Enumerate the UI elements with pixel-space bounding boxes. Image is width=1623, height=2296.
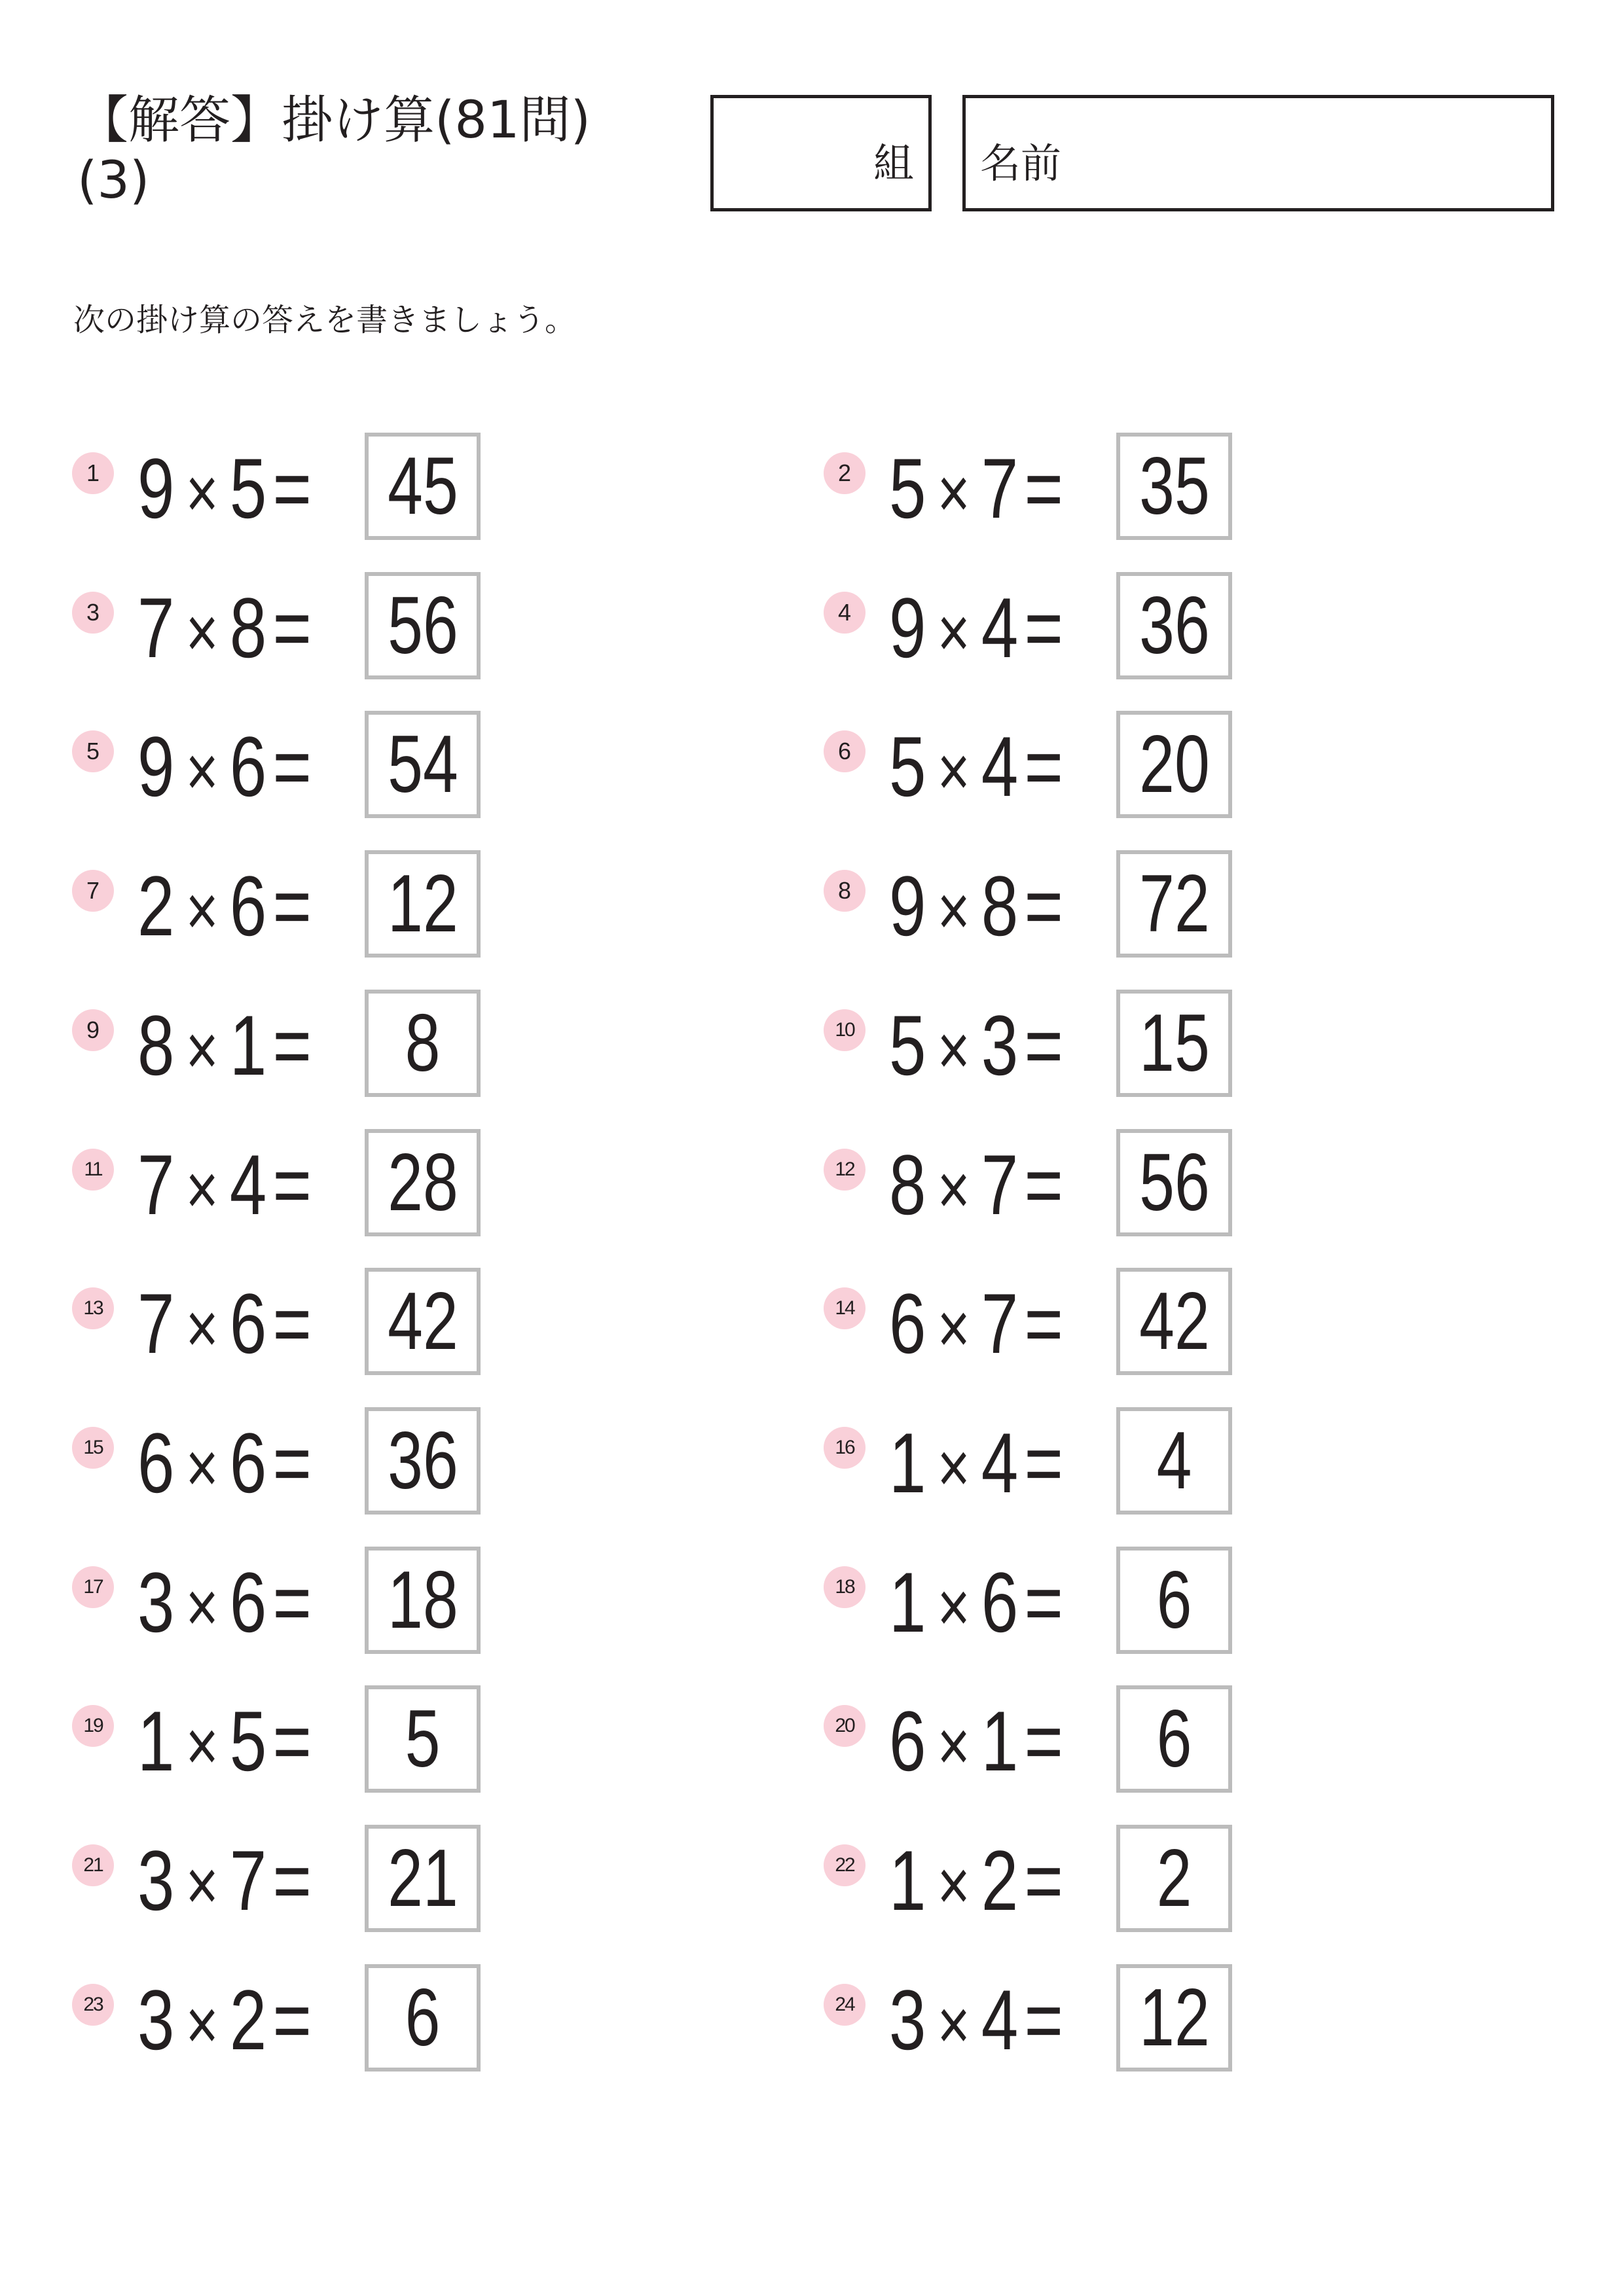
times-sign: × xyxy=(937,1288,970,1369)
times-sign: × xyxy=(185,1149,219,1230)
multiplicand: 9 xyxy=(137,719,175,814)
answer-box[interactable] xyxy=(365,850,481,958)
equals-sign: = xyxy=(1024,1972,1063,2068)
answer-box[interactable] xyxy=(1116,1129,1232,1236)
equals-sign: = xyxy=(1024,1415,1063,1511)
problem-item xyxy=(824,1547,1413,1654)
answer-value: 56 xyxy=(1139,1138,1210,1228)
problem-expression xyxy=(889,1693,1063,1789)
equals-sign: = xyxy=(1024,1693,1063,1789)
times-sign: × xyxy=(937,1427,970,1508)
answer-value: 42 xyxy=(1139,1276,1210,1367)
multiplier: 2 xyxy=(981,1833,1019,1928)
answer-value: 6 xyxy=(1156,1694,1192,1784)
answer-box[interactable] xyxy=(1116,1547,1232,1654)
equals-sign: = xyxy=(272,1415,312,1511)
equals-sign: = xyxy=(1024,1833,1063,1928)
times-sign: × xyxy=(185,1706,219,1786)
equals-sign: = xyxy=(1024,858,1063,954)
problem-item xyxy=(824,1964,1413,2072)
problem-expression xyxy=(137,1276,312,1371)
problem-expression xyxy=(137,1137,312,1232)
problem-item xyxy=(72,572,661,679)
answer-value: 72 xyxy=(1139,859,1210,949)
multiplier: 4 xyxy=(981,719,1019,814)
multiplier: 6 xyxy=(229,858,267,954)
equals-sign: = xyxy=(272,1276,312,1371)
problem-number-badge: 13 xyxy=(72,1287,114,1329)
multiplier: 1 xyxy=(229,997,267,1093)
times-sign: × xyxy=(937,731,970,812)
answer-value: 28 xyxy=(387,1138,458,1228)
problem-expression xyxy=(889,580,1063,675)
name-label: 名前 xyxy=(980,139,1062,187)
problem-expression xyxy=(137,719,312,814)
multiplier: 5 xyxy=(229,1693,267,1789)
multiplier: 6 xyxy=(981,1554,1019,1650)
answer-value: 42 xyxy=(387,1276,458,1367)
multiplicand: 1 xyxy=(889,1415,926,1511)
answer-box[interactable] xyxy=(1116,850,1232,958)
problem-expression xyxy=(137,1554,312,1650)
multiplicand: 3 xyxy=(137,1554,175,1650)
answer-value: 54 xyxy=(387,719,458,810)
problem-item xyxy=(824,1825,1413,1932)
problem-number-badge: 11 xyxy=(72,1149,114,1191)
problem-number-badge: 23 xyxy=(72,1984,114,2026)
multiplicand: 8 xyxy=(137,997,175,1093)
problem-expression xyxy=(889,1972,1063,2068)
problem-item xyxy=(824,1685,1413,1793)
problem-number-badge: 24 xyxy=(824,1984,866,2026)
class-field[interactable] xyxy=(710,95,932,211)
multiplicand: 7 xyxy=(137,580,175,675)
answer-box[interactable] xyxy=(365,711,481,818)
times-sign: × xyxy=(937,1706,970,1786)
problem-number-badge: 19 xyxy=(72,1705,114,1747)
answer-box[interactable] xyxy=(365,1407,481,1515)
problem-item xyxy=(824,711,1413,818)
times-sign: × xyxy=(185,453,219,533)
answer-box[interactable] xyxy=(1116,1964,1232,2072)
multiplicand: 8 xyxy=(889,1137,926,1232)
problem-number-badge: 3 xyxy=(72,592,114,634)
multiplier: 8 xyxy=(981,858,1019,954)
problem-number-badge: 15 xyxy=(72,1427,114,1469)
problem-expression xyxy=(889,719,1063,814)
problem-number-badge: 8 xyxy=(824,870,866,912)
problem-item xyxy=(824,1129,1413,1236)
problem-item xyxy=(72,1129,661,1236)
multiplier: 7 xyxy=(981,1137,1019,1232)
answer-box[interactable] xyxy=(1116,572,1232,679)
multiplier: 7 xyxy=(229,1833,267,1928)
answer-value: 8 xyxy=(405,998,441,1088)
times-sign: × xyxy=(937,592,970,673)
problem-item xyxy=(72,1547,661,1654)
problem-number-badge: 4 xyxy=(824,592,866,634)
answer-box[interactable] xyxy=(1116,1685,1232,1793)
problem-item xyxy=(72,1825,661,1932)
problem-expression xyxy=(889,1833,1063,1928)
answer-value: 6 xyxy=(405,1973,441,2063)
equals-sign: = xyxy=(272,1693,312,1789)
multiplicand: 9 xyxy=(889,858,926,954)
multiplier: 8 xyxy=(229,580,267,675)
problem-expression xyxy=(889,1415,1063,1511)
page-title xyxy=(77,90,627,211)
answer-value: 12 xyxy=(1139,1973,1210,2063)
multiplier: 3 xyxy=(981,997,1019,1093)
problem-number-badge: 17 xyxy=(72,1566,114,1608)
times-sign: × xyxy=(185,1288,219,1369)
multiplicand: 1 xyxy=(889,1554,926,1650)
problem-expression xyxy=(137,997,312,1093)
problem-item xyxy=(824,1268,1413,1375)
times-sign: × xyxy=(937,870,970,951)
answer-value: 36 xyxy=(1139,581,1210,671)
multiplier: 1 xyxy=(981,1693,1019,1789)
problem-expression xyxy=(889,858,1063,954)
problem-item xyxy=(72,850,661,958)
times-sign: × xyxy=(937,453,970,533)
problem-item xyxy=(72,433,661,540)
multiplier: 4 xyxy=(981,1972,1019,2068)
multiplicand: 7 xyxy=(137,1137,175,1232)
problem-item xyxy=(72,1964,661,2072)
answer-value: 36 xyxy=(387,1416,458,1506)
multiplier: 6 xyxy=(229,1554,267,1650)
multiplier: 6 xyxy=(229,719,267,814)
multiplicand: 1 xyxy=(889,1833,926,1928)
class-label: 組 xyxy=(873,139,914,187)
problem-number-badge: 14 xyxy=(824,1287,866,1329)
times-sign: × xyxy=(185,731,219,812)
multiplicand: 5 xyxy=(889,997,926,1093)
problem-expression xyxy=(137,440,312,536)
problem-number-badge: 16 xyxy=(824,1427,866,1469)
answer-box[interactable] xyxy=(365,572,481,679)
problem-item xyxy=(824,1407,1413,1515)
problem-expression xyxy=(137,1972,312,2068)
problem-number-badge: 22 xyxy=(824,1844,866,1886)
problem-number-badge: 20 xyxy=(824,1705,866,1747)
problem-number-badge: 12 xyxy=(824,1149,866,1191)
equals-sign: = xyxy=(272,440,312,536)
multiplicand: 9 xyxy=(137,440,175,536)
problem-item xyxy=(824,850,1413,958)
times-sign: × xyxy=(185,1010,219,1090)
answer-box[interactable] xyxy=(365,1268,481,1375)
answer-box[interactable] xyxy=(1116,1825,1232,1932)
multiplicand: 3 xyxy=(137,1833,175,1928)
times-sign: × xyxy=(185,1984,219,2065)
multiplicand: 5 xyxy=(889,719,926,814)
problem-expression xyxy=(889,997,1063,1093)
multiplier: 6 xyxy=(229,1276,267,1371)
equals-sign: = xyxy=(272,1554,312,1650)
answer-box[interactable] xyxy=(365,990,481,1097)
multiplicand: 3 xyxy=(137,1972,175,2068)
answer-box[interactable] xyxy=(365,1685,481,1793)
multiplicand: 9 xyxy=(889,580,926,675)
multiplier: 7 xyxy=(981,440,1019,536)
problem-expression xyxy=(889,1554,1063,1650)
problem-number-badge: 6 xyxy=(824,730,866,772)
title-line-2: (3) xyxy=(77,151,150,210)
equals-sign: = xyxy=(1024,440,1063,536)
multiplier: 4 xyxy=(981,1415,1019,1511)
answer-box[interactable] xyxy=(365,433,481,540)
problem-item xyxy=(824,572,1413,679)
answer-box[interactable] xyxy=(1116,1268,1232,1375)
times-sign: × xyxy=(937,1845,970,1926)
answer-value: 6 xyxy=(1156,1555,1192,1645)
problem-expression xyxy=(137,1833,312,1928)
answer-box[interactable] xyxy=(1116,711,1232,818)
problem-expression xyxy=(889,440,1063,536)
multiplier: 5 xyxy=(229,440,267,536)
problem-expression xyxy=(137,1693,312,1789)
problem-number-badge: 1 xyxy=(72,452,114,494)
answer-box[interactable] xyxy=(365,1964,481,2072)
equals-sign: = xyxy=(1024,1554,1063,1650)
problem-expression xyxy=(889,1137,1063,1232)
equals-sign: = xyxy=(272,997,312,1093)
equals-sign: = xyxy=(272,1137,312,1232)
multiplicand: 7 xyxy=(137,1276,175,1371)
name-field[interactable] xyxy=(962,95,1554,211)
problem-number-badge: 9 xyxy=(72,1009,114,1051)
equals-sign: = xyxy=(272,1972,312,2068)
answer-box[interactable] xyxy=(1116,433,1232,540)
multiplicand: 6 xyxy=(889,1693,926,1789)
equals-sign: = xyxy=(272,719,312,814)
answer-box[interactable] xyxy=(365,1825,481,1932)
equals-sign: = xyxy=(1024,1137,1063,1232)
problem-expression xyxy=(137,580,312,675)
multiplicand: 6 xyxy=(889,1276,926,1371)
times-sign: × xyxy=(185,1845,219,1926)
answer-value: 21 xyxy=(387,1833,458,1924)
problem-item xyxy=(824,990,1413,1097)
equals-sign: = xyxy=(272,580,312,675)
answer-box[interactable] xyxy=(365,1547,481,1654)
times-sign: × xyxy=(185,592,219,673)
problem-number-badge: 10 xyxy=(824,1009,866,1051)
multiplier: 2 xyxy=(229,1972,267,2068)
title-line-1: 【解答】掛け算(81問) xyxy=(77,91,591,150)
multiplicand: 1 xyxy=(137,1693,175,1789)
problem-item xyxy=(72,1685,661,1793)
answer-value: 18 xyxy=(387,1555,458,1645)
problem-item xyxy=(72,1268,661,1375)
times-sign: × xyxy=(185,870,219,951)
times-sign: × xyxy=(937,1567,970,1647)
problem-item xyxy=(72,1407,661,1515)
equals-sign: = xyxy=(1024,580,1063,675)
answer-box[interactable] xyxy=(1116,990,1232,1097)
problem-item xyxy=(72,990,661,1097)
answer-value: 2 xyxy=(1156,1833,1192,1924)
answer-value: 15 xyxy=(1139,998,1210,1088)
multiplicand: 3 xyxy=(889,1972,926,2068)
times-sign: × xyxy=(937,1010,970,1090)
equals-sign: = xyxy=(272,858,312,954)
answer-value: 4 xyxy=(1156,1416,1192,1506)
equals-sign: = xyxy=(1024,997,1063,1093)
answer-box[interactable] xyxy=(365,1129,481,1236)
instruction-text: 次の掛け算の答えを書きましょう。 xyxy=(73,302,577,338)
answer-value: 5 xyxy=(405,1694,441,1784)
problem-number-badge: 5 xyxy=(72,730,114,772)
equals-sign: = xyxy=(272,1833,312,1928)
times-sign: × xyxy=(937,1149,970,1230)
problem-item xyxy=(824,433,1413,540)
problem-expression xyxy=(137,1415,312,1511)
multiplier: 4 xyxy=(229,1137,267,1232)
times-sign: × xyxy=(185,1427,219,1508)
multiplier: 6 xyxy=(229,1415,267,1511)
problem-number-badge: 21 xyxy=(72,1844,114,1886)
equals-sign: = xyxy=(1024,719,1063,814)
answer-value: 12 xyxy=(387,859,458,949)
answer-value: 35 xyxy=(1139,441,1210,531)
multiplier: 7 xyxy=(981,1276,1019,1371)
problem-expression xyxy=(137,858,312,954)
problem-item xyxy=(72,711,661,818)
times-sign: × xyxy=(185,1567,219,1647)
answer-box[interactable] xyxy=(1116,1407,1232,1515)
problem-number-badge: 7 xyxy=(72,870,114,912)
problem-number-badge: 2 xyxy=(824,452,866,494)
answer-value: 20 xyxy=(1139,719,1210,810)
multiplier: 4 xyxy=(981,580,1019,675)
multiplicand: 6 xyxy=(137,1415,175,1511)
problem-number-badge: 18 xyxy=(824,1566,866,1608)
times-sign: × xyxy=(937,1984,970,2065)
multiplicand: 5 xyxy=(889,440,926,536)
answer-value: 45 xyxy=(387,441,458,531)
answer-value: 56 xyxy=(387,581,458,671)
equals-sign: = xyxy=(1024,1276,1063,1371)
problem-expression xyxy=(889,1276,1063,1371)
multiplicand: 2 xyxy=(137,858,175,954)
